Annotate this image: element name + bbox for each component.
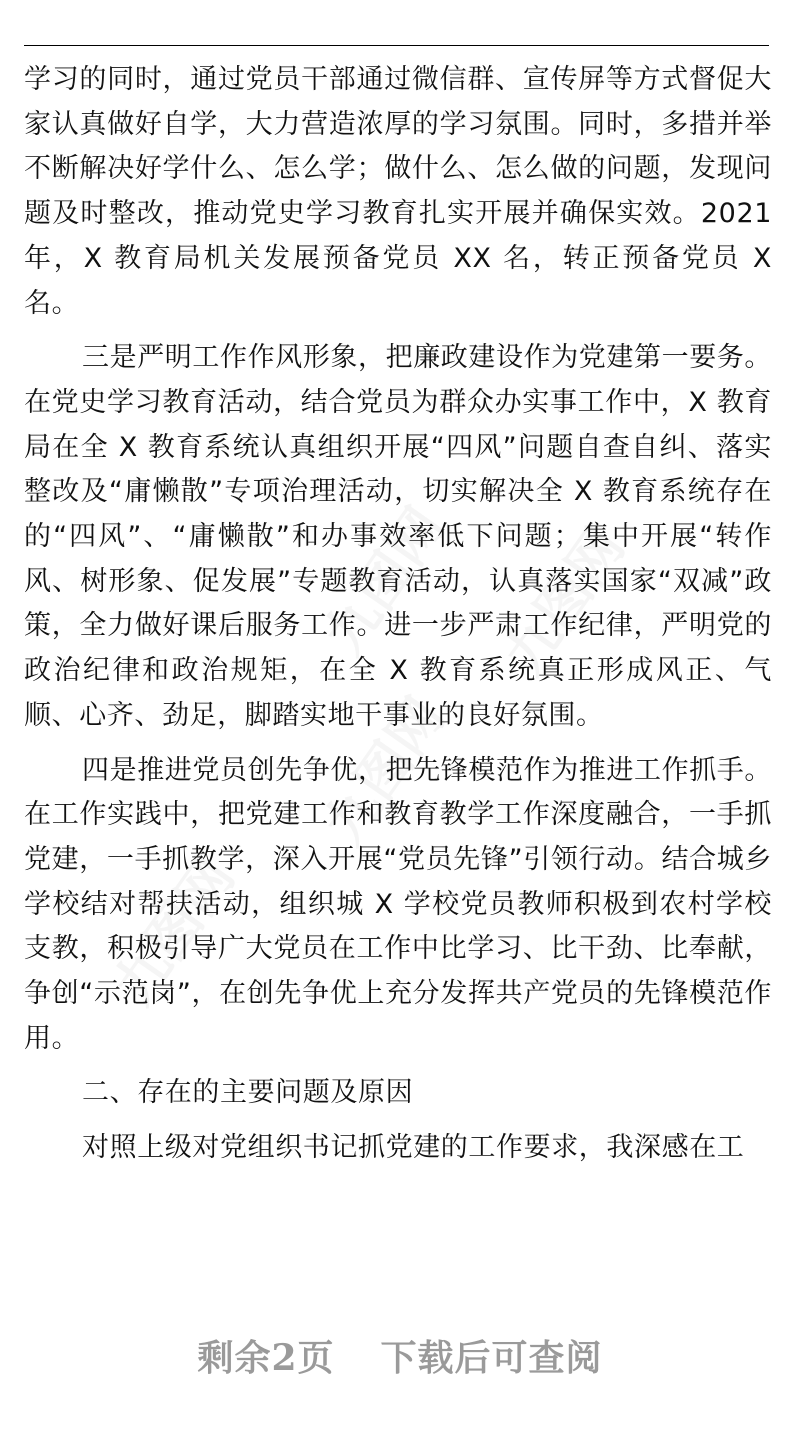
watermark: 九图网: [312, 496, 457, 666]
watermark: 九图网: [102, 846, 247, 1016]
download-hint-label: 下载后可查阅: [380, 1337, 603, 1379]
paragraph-point-four: 四是推进党员创先争优，把先锋模范作为推进工作抓手。在工作实践中，把党建工作和教育教学工作深度融合，一手抓党建，一手抓教学，深入开展“党员先锋”引领行动。结合城乡学校结对帮扶活动，组织城 X 学校党员教师积极到农村学校支教，积极引导广大党员在工作中比学习、比干劲、比奉献，争创“示范岗”，在创先争优上充分发挥共产党员的先锋模范作用。: [24, 754, 772, 1054]
paragraph-continuation: 学习的同时，通过党员干部通过微信群、宣传屏等方式督促大家认真做好自学，大力营造浓厚的学习氛围。同时，多措并举不断解决好学什么、怎么学；做什么、怎么做的问题，发现问题及时整改，推动党史学习教育扎实开展并确保实效。2021 年，X 教育局机关发展预备党员 XX 名，转正预备党员 X 名。: [24, 64, 772, 319]
watermark: 九图网: [492, 516, 637, 686]
remaining-pages-label: 剩余2页: [197, 1337, 335, 1379]
download-banner[interactable]: [0, 1330, 800, 1381]
paragraph-point-three: 三是严明工作作风形象，把廉政建设作为党建第一要务。在党史学习教育活动，结合党员为群众办实事工作中，X 教育局在全 X 教育系统认真组织开展“四风”问题自查自纠、落实整改及“庸懒散”专项治理活动，切实解决全 X 教育系统存在的“四风”、“庸懒散”和办事效率低下问题；集中开展“转作风、树形象、促发展”专题教育活动，认真落实国家“双减”政策，全力做好课后服务工作。进一步严肃工作纪律，严明党的政治纪律和政治规矩，在全 X 教育系统真正形成风正、气顺、心齐、劲足，脚踏实地干事业的良好氛围。: [24, 342, 772, 731]
document-body: [24, 58, 772, 1171]
paragraph-truncated: 对照上级对党组织书记抓党建的工作要求，我深感在工: [82, 1132, 745, 1164]
header-rule: [24, 45, 769, 46]
section-heading: 二、存在的主要问题及原因: [82, 1077, 414, 1109]
watermark: 九图网: [312, 686, 457, 856]
